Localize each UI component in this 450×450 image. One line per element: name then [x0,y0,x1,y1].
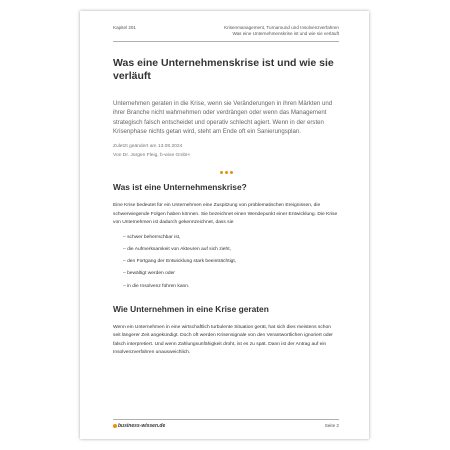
article-meta [113,142,339,160]
article-title: Was eine Unternehmenskrise ist und wie sie verläuft [113,57,334,82]
dot-icon [225,171,228,174]
section-heading-1: Was ist eine Unternehmenskrise? [113,182,247,193]
section-heading-2: Wie Unternehmen in eine Krise geraten [113,303,269,314]
separator-dots [113,164,339,173]
list-item: – schwer beherrschbar ist, [123,234,181,240]
author-line: Von Dr. Jürgen Fleig, b-wise GmbH [113,153,190,159]
crisis-characteristics-list [113,232,339,293]
list-item: – den Fortgang der Entwicklung stark beeinträchtigt, [123,259,237,265]
list-item: – in die Insolvenz führen kann. [123,283,190,289]
dot-icon [230,171,233,174]
list-item: – bewältigt werden oder [123,271,175,277]
document-page [80,11,369,439]
logo-text: business-wissen.de [118,423,166,429]
header-title-line-2: Was eine Unternehmenskrise ist und wie sie verläuft [232,30,339,36]
logo-dot-icon [113,424,117,428]
header-title-line-1: Krisenmanagement, Turnaround und Insolvenzverfahren [224,25,339,30]
article-lead: Unternehmen geraten in die Krise, wenn sie Veränderungen in ihren Märkten und ihrer Branche nicht wahrnehmen oder verdrängen oder wenn das Management strategisch falsch entscheidet und operativ schlecht agiert. Wenn in der ersten Krisenphase nichts getan wird, steht am Ende oft ein Sanierungsplan. [113,100,333,135]
page-number: Seite 2 [324,423,339,428]
page-footer [113,419,339,430]
section-1-intro: Eine Krise bedeutet für ein Unternehmen eine Zuspitzung von problematischen Ereignissen, die schwerwiegende Folgen haben können. Sie bezeichnet einen Wendepunkt einer Entwicklung. Die Krise von Unternehmen ist dadurch gekennzeichnet, dass sie [113,203,338,226]
chapter-label: Kapitel 201 [113,25,136,30]
section-2-text: Wenn ein Unternehmen in eine wirtschaftlich turbulente Situation gerät, hat sich dies meistens schon seit längerer Zeit angekündigt. Doch oft werden Krisensignale von den Verantwortlichen ignoriert oder falsch interpretiert. Und wenn Zahlungsunfähigkeit droht, ist es zu spät. Dann ist der Antrag auf ein Insolvenzverfahren unausweichlich. [113,324,333,356]
updated-date: Zuletzt geändert am 13.08.2024 [113,144,183,150]
dot-icon [220,171,223,174]
page-content [113,57,339,363]
business-wissen-logo [113,423,165,429]
list-item: – die Aufmerksamkeit von Akteuren auf sich zieht, [123,246,231,252]
header-title [224,25,339,36]
page-header [113,25,339,42]
